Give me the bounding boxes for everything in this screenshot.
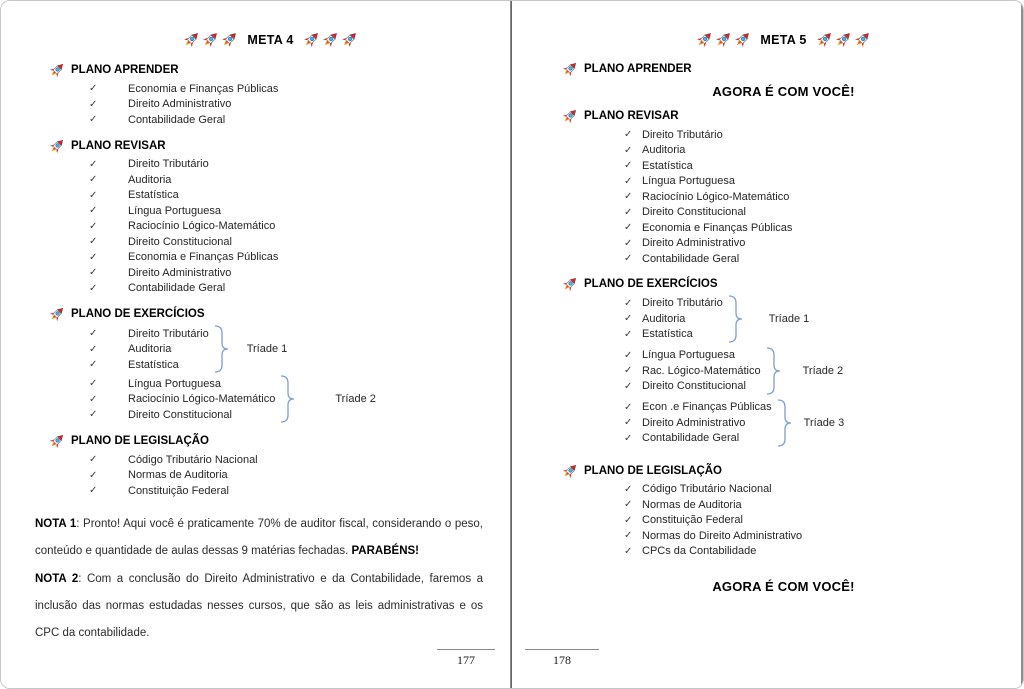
list-item-label: Contabilidade Geral — [642, 252, 740, 265]
list-item — [49, 157, 492, 173]
list-item — [562, 236, 1005, 252]
triad-group — [562, 399, 1005, 447]
section-heading-label: PLANO REVISAR — [71, 139, 166, 152]
list-item — [562, 174, 1005, 190]
list-item — [562, 220, 1005, 236]
list-item — [562, 415, 772, 431]
list-item-label: Contabilidade Geral — [128, 113, 226, 126]
check-icon: ✓ — [624, 191, 633, 203]
section-plano-legislacao — [49, 433, 492, 449]
note-2 — [35, 566, 483, 647]
list-item-label: Direito Administrativo — [642, 416, 746, 429]
list-item — [49, 112, 492, 128]
list-item-label: Auditoria — [642, 312, 686, 325]
check-icon: ✓ — [89, 174, 98, 186]
rocket-icon — [562, 276, 578, 292]
check-icon: ✓ — [624, 297, 633, 309]
list-item-label: Estatística — [128, 189, 179, 202]
check-icon: ✓ — [624, 380, 633, 392]
checklist — [49, 452, 492, 499]
section-plano-revisar — [49, 138, 492, 154]
rocket-icon — [816, 31, 833, 48]
check-icon: ✓ — [624, 175, 633, 187]
meta4-header — [49, 31, 492, 48]
check-icon: ✓ — [624, 499, 633, 511]
check-icon: ✓ — [624, 160, 633, 172]
note-bold-suffix: PARABÉNS! — [351, 544, 419, 557]
rocket-icon — [202, 31, 219, 48]
list-item — [562, 482, 1005, 498]
triad-group — [49, 325, 492, 373]
page-number: 177 — [457, 653, 475, 667]
check-icon: ✓ — [89, 328, 98, 339]
check-icon: ✓ — [89, 409, 98, 420]
list-item — [562, 311, 723, 327]
check-icon: ✓ — [624, 206, 633, 218]
check-icon: ✓ — [89, 378, 98, 389]
triad-items — [562, 295, 723, 342]
section-plano-legislacao — [562, 463, 1005, 479]
triad-items — [49, 376, 275, 423]
rocket-icon — [562, 61, 578, 77]
list-item-label: Constituição Federal — [128, 484, 229, 497]
check-icon: ✓ — [89, 251, 98, 263]
list-item-label: Estatística — [642, 159, 693, 172]
list-item — [49, 341, 209, 357]
list-item — [562, 158, 1005, 174]
check-icon: ✓ — [89, 220, 98, 232]
list-item — [49, 407, 275, 423]
list-item-label: Código Tributário Nacional — [642, 483, 772, 496]
triad-group — [562, 347, 1005, 395]
list-item — [49, 483, 492, 499]
list-item-label: Código Tributário Nacional — [128, 453, 258, 466]
list-item-label: Estatística — [128, 358, 179, 371]
section-heading-label: PLANO DE EXERCÍCIOS — [71, 308, 205, 320]
section-plano-aprender — [562, 61, 1005, 77]
list-item — [49, 250, 492, 266]
list-item-label: Direito Constitucional — [128, 235, 232, 248]
list-item — [562, 189, 1005, 205]
list-item — [49, 97, 492, 113]
check-icon: ✓ — [89, 158, 98, 170]
page-number-footer — [437, 649, 495, 668]
list-item-label: Normas de Auditoria — [128, 469, 228, 482]
check-icon: ✓ — [624, 328, 633, 340]
note-text: : Pronto! Aqui você é praticamente 70% de auditor fiscal, considerando o peso, conteúdo e quantidade de aulas dessas 9 matérias fechadas. — [35, 517, 484, 557]
list-item-label: Direito Tributário — [128, 327, 209, 340]
rocket-icon — [221, 31, 238, 48]
check-icon: ✓ — [89, 98, 98, 110]
list-item — [49, 203, 492, 219]
page-number: 178 — [553, 653, 571, 667]
triad-label: Tríade 3 — [803, 416, 845, 429]
triad-items — [49, 326, 209, 373]
list-item — [562, 378, 761, 394]
list-item-label: Raciocínio Lógico-Matemático — [642, 190, 790, 203]
triad-items — [562, 347, 761, 394]
list-item — [562, 347, 761, 363]
triad-brace — [728, 295, 743, 343]
list-item — [49, 376, 275, 392]
check-icon: ✓ — [624, 530, 633, 542]
list-item-label: Direito Administrativo — [128, 98, 232, 111]
list-item-label: Direito Tributário — [642, 128, 723, 141]
checklist — [49, 81, 492, 128]
check-icon: ✓ — [624, 313, 633, 324]
list-item-label: Constituição Federal — [642, 514, 743, 527]
check-icon: ✓ — [89, 359, 98, 370]
list-item-label: Língua Portuguesa — [642, 349, 735, 361]
list-item-label: Direito Constitucional — [128, 408, 232, 421]
list-item — [562, 544, 1005, 560]
list-item — [49, 391, 275, 407]
rocket-icon — [183, 31, 200, 48]
list-item — [49, 81, 492, 97]
check-icon: ✓ — [89, 267, 98, 279]
list-item-label: Auditoria — [128, 173, 172, 186]
check-icon: ✓ — [89, 454, 98, 466]
check-icon: ✓ — [624, 432, 633, 444]
list-item-label: Contabilidade Geral — [642, 432, 740, 444]
triad-group — [562, 295, 1005, 343]
list-item — [49, 468, 492, 484]
rocket-icon — [49, 433, 65, 449]
check-icon: ✓ — [624, 237, 633, 249]
check-icon: ✓ — [89, 469, 98, 481]
rocket-icon — [49, 138, 65, 154]
section-plano-exercicios — [49, 306, 492, 322]
list-item-label: Direito Tributário — [642, 297, 723, 309]
check-icon: ✓ — [89, 114, 98, 126]
list-item — [562, 528, 1005, 544]
section-plano-revisar — [562, 108, 1005, 124]
list-item-label: Normas de Auditoria — [642, 498, 742, 511]
page-177 — [1, 1, 510, 688]
list-item — [49, 326, 209, 342]
list-item — [562, 513, 1005, 529]
section-heading-label: PLANO REVISAR — [584, 110, 679, 122]
rocket-icon — [835, 31, 852, 48]
section-heading-label: PLANO APRENDER — [71, 64, 179, 76]
list-item — [49, 188, 492, 204]
check-icon: ✓ — [89, 83, 98, 95]
list-item — [562, 205, 1005, 221]
section-plano-aprender — [49, 62, 492, 78]
check-icon: ✓ — [624, 514, 633, 526]
checklist — [49, 157, 492, 297]
check-icon: ✓ — [624, 349, 633, 361]
check-icon: ✓ — [624, 417, 633, 428]
list-item-label: Direito Administrativo — [642, 237, 746, 250]
list-item-label: CPCs da Contabilidade — [642, 545, 757, 558]
list-item-label: Língua Portuguesa — [128, 204, 221, 217]
note-1 — [35, 511, 483, 565]
page-title: META 4 — [247, 32, 294, 47]
triad-label: Tríade 2 — [802, 364, 844, 377]
check-icon: ✓ — [89, 282, 98, 294]
list-item — [562, 363, 761, 379]
section-heading-label: PLANO DE EXERCÍCIOS — [584, 277, 718, 290]
triad-brace — [777, 399, 792, 447]
list-item-label: Econ .e Finanças Públicas — [642, 401, 772, 413]
list-item-label: Economia e Finanças Públicas — [642, 221, 793, 234]
checklist — [562, 127, 1005, 267]
list-item — [562, 326, 723, 342]
check-icon: ✓ — [624, 545, 633, 557]
rocket-icon — [49, 306, 65, 322]
check-icon: ✓ — [89, 236, 98, 248]
list-item-label: Língua Portuguesa — [642, 175, 735, 188]
note-label: NOTA 1 — [35, 517, 77, 530]
check-icon: ✓ — [89, 343, 98, 355]
list-item — [562, 251, 1005, 267]
agora-banner: AGORA É COM VOCÊ! — [712, 84, 855, 99]
list-item — [562, 497, 1005, 513]
list-item — [49, 234, 492, 250]
section-heading-label: PLANO APRENDER — [584, 63, 692, 75]
list-item-label: Normas do Direito Administrativo — [642, 529, 803, 542]
list-item — [49, 172, 492, 188]
rocket-icon — [715, 31, 732, 48]
triad-group — [49, 375, 492, 423]
check-icon: ✓ — [624, 483, 633, 495]
list-item — [562, 295, 723, 311]
rocket-icon — [562, 108, 578, 124]
list-item — [49, 452, 492, 468]
page-title: META 5 — [760, 32, 807, 47]
triad-items — [562, 399, 772, 446]
list-item — [562, 399, 772, 415]
triad-label: Tríade 1 — [768, 312, 810, 325]
check-icon: ✓ — [624, 144, 633, 156]
check-icon: ✓ — [624, 222, 633, 234]
notes-block — [35, 511, 483, 647]
list-item-label: Direito Constitucional — [642, 380, 746, 392]
triad-label: Tríade 2 — [335, 393, 376, 405]
triad-brace — [280, 375, 295, 423]
list-item-label: Contabilidade Geral — [128, 282, 226, 295]
list-item-label: Raciocínio Lógico-Matemático — [128, 393, 276, 405]
list-item — [562, 127, 1005, 143]
list-item-label: Direito Tributário — [128, 158, 209, 171]
list-item-label: Direito Constitucional — [642, 206, 746, 219]
check-icon: ✓ — [624, 365, 633, 376]
list-item — [49, 357, 209, 373]
list-item — [562, 143, 1005, 159]
rocket-icon — [734, 31, 751, 48]
rocket-icon — [562, 463, 578, 479]
note-text: : Com a conclusão do Direito Administrativo e da Contabilidade, faremos a inclusão das normas estudadas nesses cursos, que são as leis administrativas e os CPC da contabilidade. — [35, 572, 484, 639]
list-item-label: Direito Administrativo — [128, 266, 232, 279]
section-heading-label: PLANO DE LEGISLAÇÃO — [71, 435, 210, 447]
list-item-label: Rac. Lógico-Matemático — [642, 364, 761, 377]
list-item-label: Estatística — [642, 328, 693, 340]
list-item-label: Auditoria — [642, 144, 686, 157]
list-item-label: Língua Portuguesa — [128, 377, 221, 390]
meta5-header — [562, 31, 1005, 48]
note-label: NOTA 2 — [35, 572, 79, 585]
list-item — [49, 281, 492, 297]
list-item-label: Auditoria — [128, 343, 172, 355]
list-item-label: Economia e Finanças Públicas — [128, 251, 279, 264]
checklist — [562, 482, 1005, 560]
check-icon: ✓ — [624, 129, 633, 141]
list-item-label: Economia e Finanças Públicas — [128, 82, 279, 95]
rocket-icon — [322, 31, 339, 48]
rocket-icon — [303, 31, 320, 48]
rocket-icon — [341, 31, 358, 48]
triad-brace — [214, 325, 229, 373]
list-item-label: Raciocínio Lógico-Matemático — [128, 220, 276, 233]
rocket-icon — [49, 62, 65, 78]
rocket-icon — [854, 31, 871, 48]
check-icon: ✓ — [89, 393, 98, 405]
triad-brace — [766, 347, 781, 395]
section-plano-exercicios — [562, 276, 1005, 292]
list-item — [562, 430, 772, 446]
rocket-icon — [696, 31, 713, 48]
list-item — [49, 265, 492, 281]
check-icon: ✓ — [624, 253, 633, 265]
page-number-footer — [525, 649, 599, 668]
page-178 — [512, 1, 1023, 688]
check-icon: ✓ — [624, 401, 633, 413]
list-item — [49, 219, 492, 235]
check-icon: ✓ — [89, 485, 98, 497]
section-heading-label: PLANO DE LEGISLAÇÃO — [584, 464, 723, 477]
check-icon: ✓ — [89, 189, 98, 201]
agora-banner-closing: AGORA É COM VOCÊ! — [712, 579, 855, 594]
triad-label: Tríade 1 — [246, 343, 288, 355]
check-icon: ✓ — [89, 205, 98, 217]
